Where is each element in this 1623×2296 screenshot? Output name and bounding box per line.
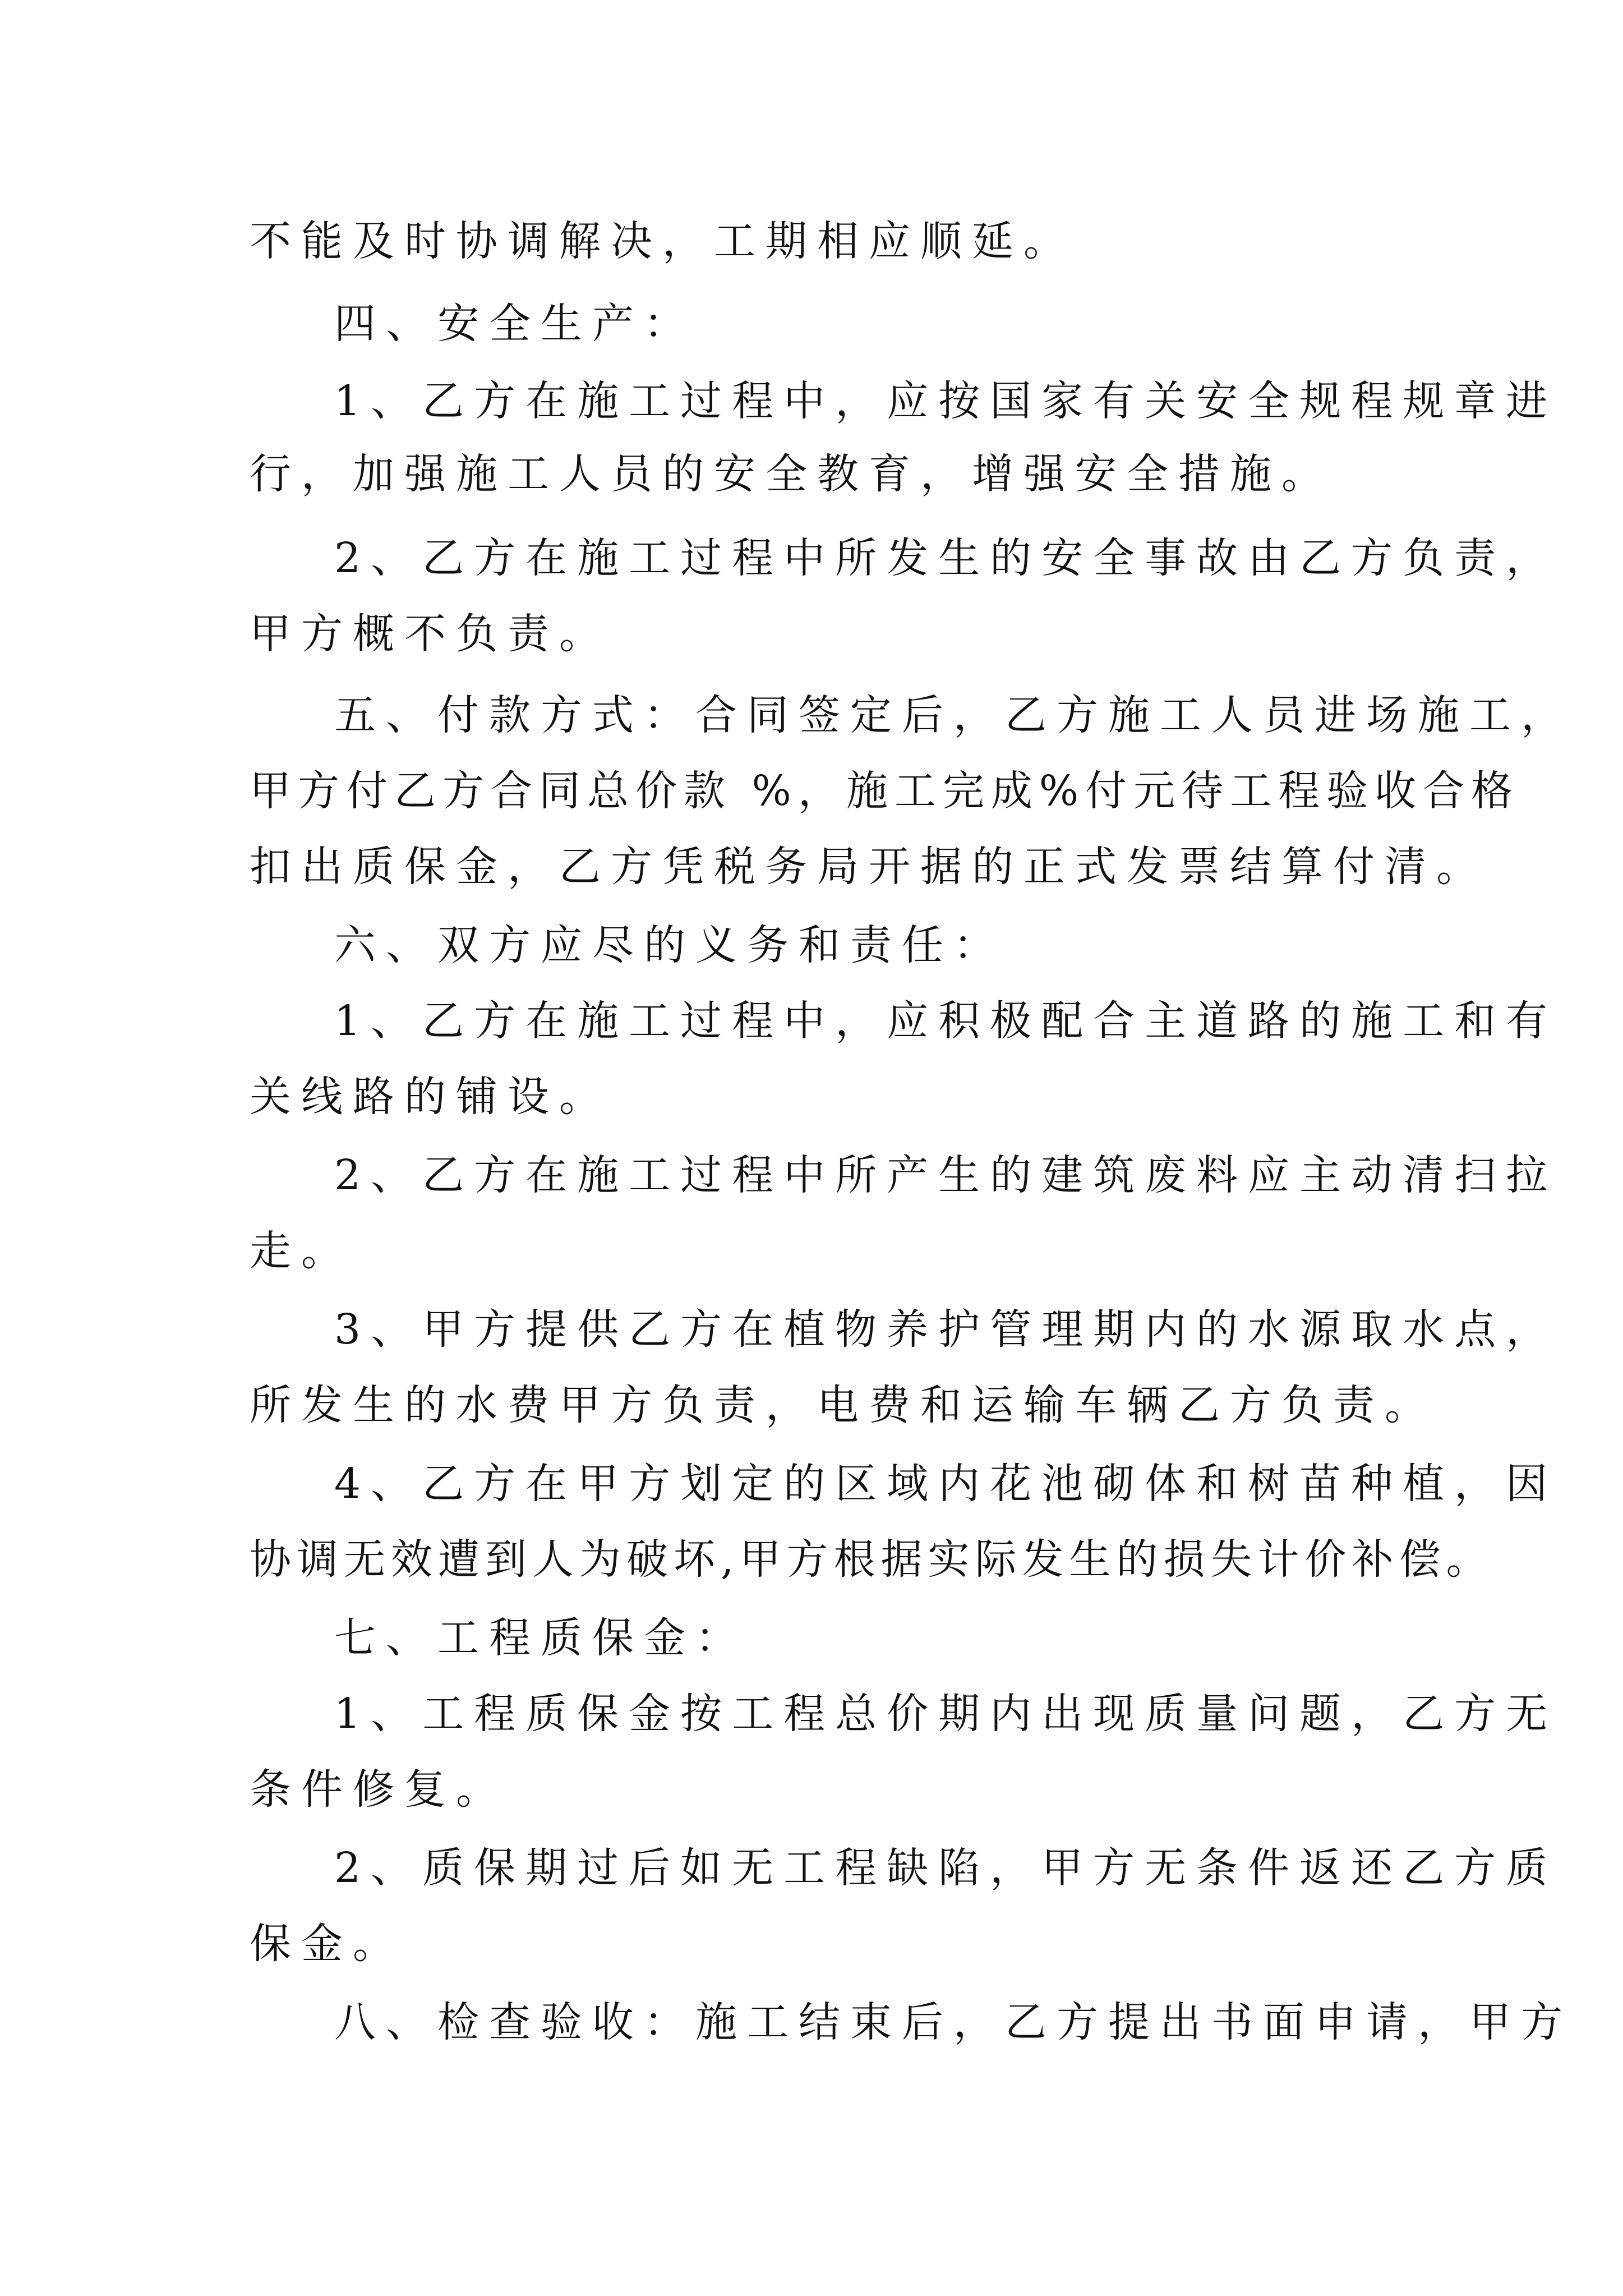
text-line: 关线路的铺设。: [250, 1073, 611, 1121]
text-line: 甲方付乙方合同总价款 %，施工完成%付元待工程验收合格: [250, 767, 1520, 815]
section-heading: 五、付款方式：合同签定后，乙方施工人员进场施工，: [334, 691, 1573, 739]
text-line: 2、乙方在施工过程中所产生的建筑废料应主动清扫拉: [334, 1151, 1558, 1199]
section-heading: 四、安全生产：: [334, 300, 695, 348]
text-line: 2、质保期过后如无工程缺陷，甲方无条件返还乙方质: [334, 1844, 1558, 1892]
text-line: 保金。: [250, 1920, 404, 1968]
text-line: 甲方概不负责。: [250, 610, 611, 658]
text-line: 条件修复。: [250, 1765, 508, 1814]
text-line: 不能及时协调解决，工期相应顺延。: [250, 217, 1075, 265]
text-line: 2、乙方在施工过程中所发生的安全事故由乙方负责，: [334, 534, 1558, 582]
text-line: 4、乙方在甲方划定的区域内花池砌体和树苗种植，因: [334, 1460, 1558, 1508]
section-heading: 八、检查验收：施工结束后，乙方提出书面申请，甲方: [334, 1998, 1573, 2046]
text-line: 行，加强施工人员的安全教育，增强安全措施。: [250, 450, 1333, 498]
section-heading: 七、工程质保金：: [334, 1614, 747, 1662]
text-line: 1、乙方在施工过程中，应按国家有关安全规程规章进: [334, 377, 1558, 425]
section-heading: 六、双方应尽的义务和责任：: [334, 921, 1005, 969]
text-line: 所发生的水费甲方负责，电费和运输车辆乙方负责。: [250, 1381, 1436, 1429]
text-line: 3、甲方提供乙方在植物养护管理期内的水源取水点，: [334, 1305, 1558, 1354]
text-line: 扣出质保金，乙方凭税务局开据的正式发票结算付清。: [250, 843, 1488, 891]
text-line: 走。: [250, 1227, 353, 1275]
text-line: 1、工程质保金按工程总价期内出现质量问题，乙方无: [334, 1690, 1558, 1738]
text-line: 协调无效遭到人为破坏,甲方根据实际发生的损失计价补偿。: [250, 1535, 1493, 1584]
text-line: 1、乙方在施工过程中，应积极配合主道路的施工和有: [334, 997, 1558, 1045]
